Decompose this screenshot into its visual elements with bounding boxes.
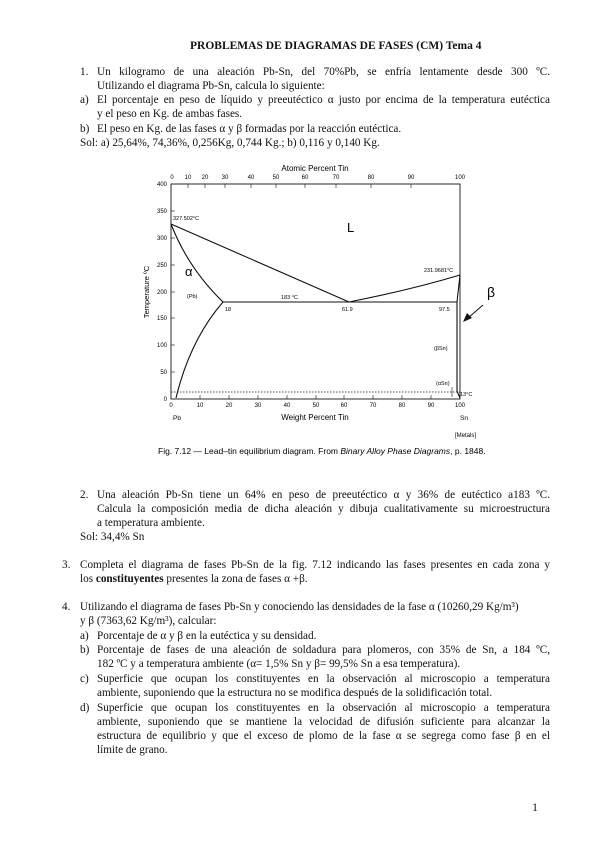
y-axis-title: Temperature ºC <box>142 265 151 319</box>
problem-4-a-label: a) <box>80 630 89 642</box>
y-tick-label: 300 <box>156 236 167 242</box>
problem-3-line-2-end: presentes la zona de fases α +β. <box>163 573 308 585</box>
pb-label: Pb <box>173 415 181 422</box>
bottom-axis-title: Weight Percent Tin <box>281 413 349 422</box>
top-tick-label: 10 <box>184 175 192 181</box>
top-tick-label: 100 <box>454 175 466 181</box>
top-tick-label: 80 <box>367 175 375 181</box>
bottom-tick-label: 100 <box>454 403 466 409</box>
problem-4-b-line-2: 182 ºC y a temperatura ambiente (α= 1,5% Sn y β= 99,5% Sn a esa temperatura). <box>97 658 461 670</box>
problem-4-number: 4. <box>62 601 71 613</box>
melt-pb-label: 327.502°C <box>173 216 200 222</box>
y-tick-label: 200 <box>156 290 167 296</box>
problem-3-number: 3. <box>62 559 71 571</box>
eutectic-temp-label: 183 °C <box>281 295 298 301</box>
problem-3-constituents-term: constituyentes <box>95 573 164 585</box>
alpha-pb-label: (Pb) <box>187 294 198 300</box>
beta-annotation-label: β <box>487 284 496 300</box>
y-tick-label: 350 <box>156 209 167 215</box>
problem-3-line-1: Completa el diagrama de fases Pb-Sn de la fig. 7.12 indicando las fases presentes en cada zona y <box>80 559 550 571</box>
beta-composition-label: 97.5 <box>439 307 450 313</box>
bottom-tick-label: 50 <box>312 403 320 409</box>
solidus-sn-side <box>457 275 460 302</box>
bottom-tick-label: 80 <box>398 403 406 409</box>
beta-arrow-shaft <box>468 305 483 318</box>
problem-4-c-line-1: Superficie que ocupan los constituyentes en la observación al microscopio a temperatura <box>97 673 550 685</box>
liquidus-sn-side <box>349 275 460 302</box>
beta-arrow-head <box>463 313 472 322</box>
bottom-tick-label: 20 <box>225 403 233 409</box>
problem-4-line-2: y β (7363,62 Kg/m³), calcular: <box>80 615 217 627</box>
problem-4-d-line-1: Superficie que ocupan los constituyentes en la observación al microscopio a temperatura <box>97 702 550 714</box>
problem-2-solution: Sol: 34,4% Sn <box>80 531 145 543</box>
y-tick-label: 250 <box>156 263 167 269</box>
problem-4-line-1: Utilizando el diagrama de fases Pb-Sn y conociendo las densidades de la fase α (10260,29 Kg/m³) <box>80 601 519 613</box>
bottom-tick-label: 70 <box>369 403 377 409</box>
liquid-label: L <box>347 220 355 235</box>
page-title: PROBLEMAS DE DIAGRAMAS DE FASES (CM) Tema 4 <box>190 40 482 52</box>
problem-4-d-label: d) <box>80 702 90 714</box>
melt-sn-label: 231.9681°C <box>424 268 454 274</box>
problem-4-d-line-3: estructura de equilibrio y que el exceso de plomo de la fase α se segrega como fase β en el <box>97 730 550 742</box>
low-temp-label: 13°C <box>460 392 473 398</box>
top-tick-label: 50 <box>272 175 280 181</box>
problem-1-a-line-2: y el peso en Kg. de ambas fases. <box>97 108 243 120</box>
problem-4-c-label: c) <box>80 673 89 685</box>
solvus-beta <box>457 302 460 398</box>
problem-1-line-1: Un kilogramo de una aleación Pb-Sn, del 70%Pb, se enfría lentamente desde 300 ºC. <box>97 66 550 78</box>
problem-1-a-line-1: El porcentaje en peso de líquido y preeutéctico α justo por encima de la temperatura eutéctica <box>97 94 550 106</box>
bottom-tick-label: 30 <box>254 403 262 409</box>
bottom-tick-label: 60 <box>340 403 348 409</box>
top-tick-label: 90 <box>407 175 415 181</box>
problem-1-number: 1. <box>80 66 89 78</box>
problem-2-line-1: Una aleación Pb-Sn tiene un 64% en peso de preeutéctico α y 36% de eutéctico a183 ºC. <box>97 489 550 501</box>
beta-sn-label: (βSn) <box>434 346 448 352</box>
problem-4-a-line-1: Porcentaje de α y β en la eutéctica y su densidad. <box>97 630 317 642</box>
problem-1-a-label: a) <box>80 94 89 106</box>
caption-prefix: Fig. 7.12 — Lead–tin equilibrium diagram. From <box>158 446 341 456</box>
y-tick-label: 0 <box>163 397 167 403</box>
problem-2-line-2: Calcula la composición media de dicha aleación y dibuja cualitativamente su microestructura <box>97 503 550 515</box>
problem-4-d-line-2: ambiente, suponiendo que se mantiene la velocidad de difusión suficiente para alcanzar la <box>97 716 550 728</box>
problem-1-line-2: Utilizando el diagrama Pb-Sn, calcula lo siguiente: <box>97 80 325 92</box>
plot-frame <box>171 184 460 399</box>
caption-source-title: Binary Alloy Phase Diagrams <box>340 446 451 456</box>
problem-4-c-line-2: ambiente, suponiendo que la estructura no se modifica después de la solidificación total. <box>97 687 493 699</box>
problem-4-d-line-4: límite de grano. <box>97 744 168 756</box>
problem-4-b-label: b) <box>80 644 90 656</box>
top-axis-title: Atomic Percent Tin <box>281 164 349 173</box>
problem-2-number: 2. <box>80 489 89 501</box>
alpha-region-label: α <box>185 264 193 279</box>
top-tick-label: 30 <box>221 175 229 181</box>
problem-1-b-line-1: El peso en Kg. de las fases α y β formadas por la reacción eutéctica. <box>97 123 402 135</box>
problem-4-b-line-1: Porcentaje de fases de una aleación de soldadura para plomeros, con 35% de Sn, a 184 ºC, <box>97 644 550 656</box>
alpha-composition-label: 18 <box>225 307 232 313</box>
bottom-tick-label: 0 <box>169 403 173 409</box>
metals-label: [Metals] <box>455 433 477 439</box>
top-tick-label: 40 <box>247 175 255 181</box>
bottom-tick-label: 10 <box>196 403 204 409</box>
top-tick-label: 20 <box>201 175 209 181</box>
problem-3-line-2 <box>80 572 308 586</box>
eutectic-composition-label: 61.9 <box>342 307 353 313</box>
problem-1-b-label: b) <box>80 123 90 135</box>
y-tick-label: 400 <box>156 182 167 188</box>
figure-caption <box>158 446 486 456</box>
solvus-alpha <box>176 302 223 398</box>
y-tick-label: 50 <box>160 370 167 376</box>
liquidus-pb-side <box>171 224 349 302</box>
y-tick-label: 150 <box>156 316 167 322</box>
caption-suffix: , p. 1848. <box>450 446 486 456</box>
top-tick-label: 60 <box>301 175 309 181</box>
top-tick-label: 0 <box>170 175 174 181</box>
bottom-tick-label: 40 <box>283 403 291 409</box>
problem-1-solution: Sol: a) 25,64%, 74,36%, 0,256Kg, 0,744 Kg.; b) 0,116 y 0,140 Kg. <box>80 137 380 149</box>
page-number: 1 <box>532 800 538 814</box>
bottom-tick-label: 90 <box>427 403 435 409</box>
sn-label: Sn <box>460 415 468 422</box>
problem-3-line-2-start: los <box>80 573 96 585</box>
y-tick-label: 100 <box>156 343 167 349</box>
alpha-sn-label: (αSn) <box>436 381 450 387</box>
problem-2-line-3: a temperatura ambiente. <box>97 517 205 529</box>
top-tick-label: 70 <box>332 175 340 181</box>
